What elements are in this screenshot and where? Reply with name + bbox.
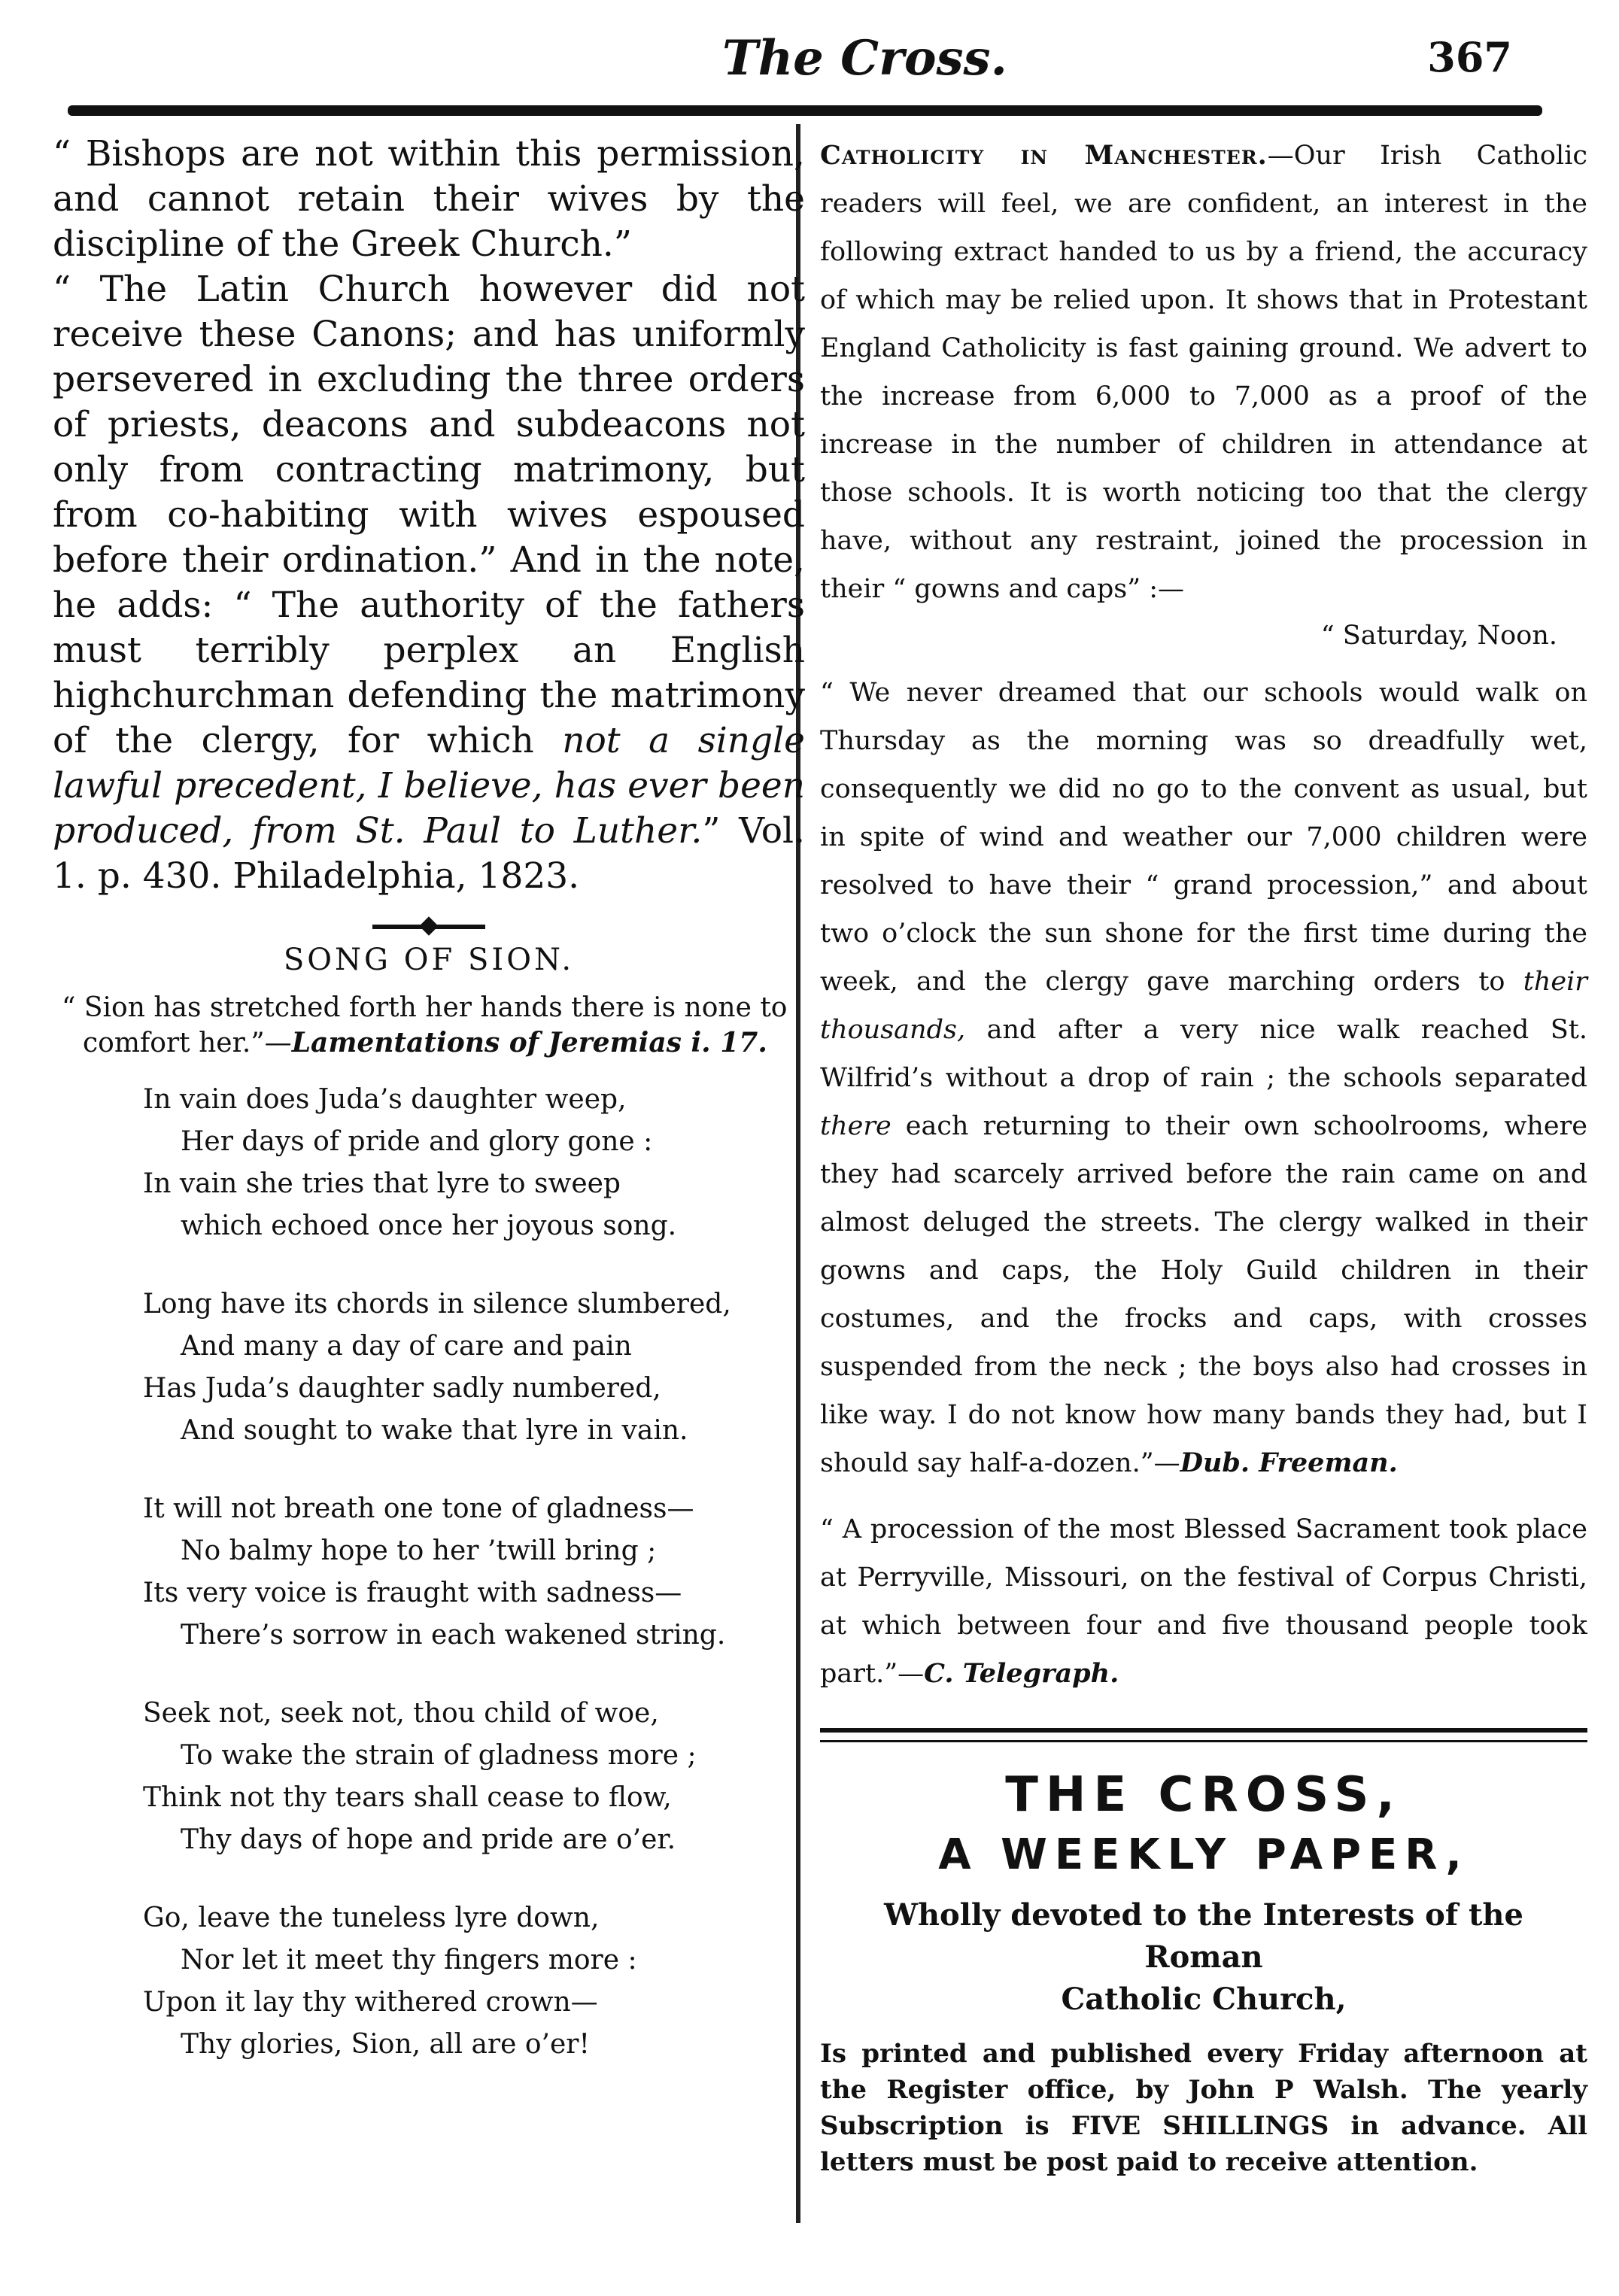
verse-line: Thy glories, Sion, all are o’er! [181, 2029, 590, 2060]
epigraph-text: “ Sion has stretched forth her hands there is none to comfort her.”— [62, 992, 788, 1058]
verse-line: In vain does Juda’s daughter weep, [143, 1084, 627, 1115]
ad-title: THE CROSS, [1005, 1767, 1402, 1823]
verse-line: And many a day of care and pain [181, 1331, 632, 1362]
procession-item [820, 1505, 1587, 1698]
verse-line: There’s sorrow in each wakened string. [181, 1620, 726, 1651]
procession-source: C. Telegraph. [924, 1658, 1119, 1689]
letter-italic: their thousands, [820, 967, 1587, 1045]
verse-line: which echoed once her joyous song. [181, 1210, 677, 1241]
header-rule [68, 105, 1542, 116]
masthead [68, 30, 1557, 105]
ad-body: Is printed and published every Friday afternoon at the Register office, by John P Walsh. The yearly Subscription is FIVE SHILLINGS in advance. All letters must be post paid to receive attention. [820, 2039, 1587, 2177]
stanza [53, 1488, 805, 1657]
ad-subtitle: A WEEKLY PAPER, [938, 1830, 1469, 1879]
letter-text: “ We never dreamed that our schools would walk on Thursday as the morning was so dreadfully wet, consequently we did no go to the convent as usual, but in spite of wind and weather our 7,000 children were resolved to have their “ grand procession,” and about two o’clock the sun shone for the first time during the week, and the clergy gave marching orders to [820, 678, 1587, 997]
page-number: 367 [1427, 33, 1512, 81]
song-title: SONG OF SION. [283, 943, 575, 977]
quote-paragraph-2 [53, 267, 805, 899]
procession-text: “ A procession of the most Blessed Sacrament took place at Perryville, Missouri, on the festival of Corpus Christi, at which between four and five thousand people took part.”— [820, 1514, 1587, 1689]
advert-rule [820, 1728, 1587, 1742]
verse-line: To wake the strain of gladness more ; [181, 1740, 697, 1771]
verse-line: Has Juda’s daughter sadly numbered, [143, 1373, 661, 1404]
verse-line: Go, leave the tuneless lyre down, [143, 1903, 600, 1933]
verse-line: Nor let it meet thy fingers more : [181, 1945, 637, 1976]
quote-paragraph-2-text: “ The Latin Church however did not receive these Canons; and has uniformly persevered in excluding the three orders of priests, deacons and subdeacons not only from contracting matrimony, but from co-habiting with wives espoused before their ordination.” And in the note, he adds: “ The authority of the fathers must terribly perplex an English highchurchman defending the matrimony of the clergy, for which [53, 269, 805, 761]
verse-line: In vain she tries that lyre to sweep [143, 1168, 621, 1199]
quote-paragraph-2-citation: ” Vol. 1. p. 430. Philadelphia, 1823. [53, 810, 805, 897]
letter-body [820, 669, 1587, 1487]
verse-line: Seek not, seek not, thou child of woe, [143, 1698, 659, 1729]
article-intro [820, 132, 1587, 613]
stanza [53, 1897, 805, 2066]
verse-line: Long have its chords in silence slumbered, [143, 1289, 731, 1320]
verse-line: No balmy hope to her ’twill bring ; [181, 1535, 657, 1566]
article-heading: Catholicity in Manchester. [820, 140, 1268, 171]
letter-italic: there [820, 1111, 892, 1141]
verse-line: Its very voice is fraught with sadness— [143, 1578, 682, 1608]
stanza [53, 1693, 805, 1861]
verse-line: Think not thy tears shall cease to flow, [143, 1782, 672, 1813]
letter-source: Dub. Freeman. [1180, 1447, 1398, 1478]
epigraph-source: Lamentations of Jeremias i. 17. [291, 1027, 767, 1058]
advertisement [820, 1765, 1587, 2180]
letter-text: and after a very nice walk reached St. Wilfrid’s without a drop of rain ; the schools separated [820, 1015, 1587, 1093]
right-column [820, 132, 1587, 2180]
page-title: The Cross. [722, 30, 1007, 87]
ad-tagline-2: Catholic Church, [1061, 1982, 1347, 2017]
verse-line: Thy days of hope and pride are o’er. [181, 1824, 676, 1855]
song-epigraph [53, 991, 805, 1061]
verse-line: It will not breath one tone of gladness— [143, 1493, 694, 1524]
stanza [53, 1079, 805, 1247]
verse-line: And sought to wake that lyre in vain. [181, 1415, 688, 1446]
left-column [53, 132, 805, 2102]
verse-line: Upon it lay thy withered crown— [143, 1987, 598, 2018]
quote-paragraph-1: “ Bishops are not within this permission, and cannot retain their wives by the discipline of the Greek Church.” [53, 133, 805, 265]
section-ornament [372, 925, 485, 929]
article-intro-text: —Our Irish Catholic readers will feel, we are confident, an interest in the following extract handed to us by a friend, the accuracy of which may be relied upon. It shows that in Protestant England Catholicity is fast gaining ground. We advert to the increase from 6,000 to 7,000 as a proof of the increase in the number of children in attendance at those schools. It is worth noticing too that the clergy have, without any restraint, joined the procession in their “ gowns and caps” :— [820, 141, 1587, 604]
letter-dateline: “ Saturday, Noon. [1320, 621, 1557, 651]
stanza [53, 1283, 805, 1452]
ad-tagline: Wholly devoted to the Interests of the Roman [884, 1897, 1523, 1975]
letter-text: each returning to their own schoolrooms, where they had scarcely arrived before the rain came on and almost deluged the streets. The clergy walked in their gowns and caps, the Holy Guild children in their costumes, and the frocks and caps, with crosses suspended from the neck ; the boys also had crosses in like way. I do not know how many bands they had, but I should say half-a-dozen.”— [820, 1111, 1587, 1478]
verse-line: Her days of pride and glory gone : [181, 1126, 653, 1157]
quote-paragraph-2-italic: not a single lawful precedent, I believe, has ever been produced, from St. Paul to Luther. [53, 720, 805, 852]
